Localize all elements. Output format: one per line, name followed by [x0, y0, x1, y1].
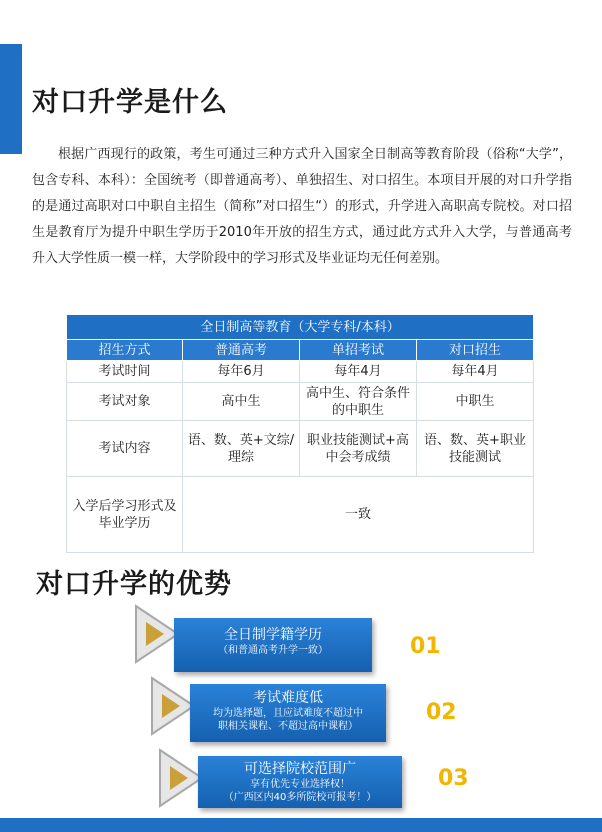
advantage-desc: 享有优先专业选择权！ [250, 779, 350, 790]
header-cell: 单招考试 [300, 340, 417, 361]
advantage-title: 可选择院校范围广 [244, 761, 356, 777]
advantage-desc: （和普通高考升学一致） [218, 645, 328, 656]
comparison-table [66, 314, 534, 553]
advantage-title: 全日制学籍学历 [224, 627, 322, 643]
advantage-card-2 [190, 684, 386, 742]
table-cell: 中职生 [417, 383, 534, 421]
advantage-desc: 均为选择题，且应试难度不超过中 [213, 708, 363, 719]
advantage-desc: 职相关课程、不超过高中课程） [218, 721, 358, 732]
table-header-row [67, 340, 534, 361]
table-row [67, 477, 534, 553]
row-label: 入学后学习形式及毕业学历 [67, 477, 183, 553]
table-cell: 每年4月 [417, 361, 534, 383]
intro-paragraph: 根据广西现行的政策，考生可通过三种方式升入国家全日制高等教育阶段（俗称“大学”，包含专科、本科）：全国统考（即普通高考）、单独招生、对口招生。本项目开展的对口升学指的是通过高职对口中职自主招生（简称”对口招生“）的形式，升学进入高职高专院校。对口招生是教育厅为提升中职生学历于2010年开放的招生方式，通过此方式升入大学，与普通高考升入大学性质一模一样，大学阶段中的学习形式及毕业证均无任何差别。 [32, 147, 572, 266]
advantage-number: 01 [410, 634, 441, 659]
table-cell-merged: 一致 [183, 477, 534, 553]
table-cell: 每年6月 [183, 361, 300, 383]
advantage-number: 03 [438, 766, 469, 791]
table-row [67, 421, 534, 477]
row-label: 考试内容 [67, 421, 183, 477]
table-caption: 全日制高等教育（大学专科/本科） [67, 315, 534, 340]
table-caption-row [67, 315, 534, 340]
left-accent-bar [0, 44, 22, 154]
advantage-number: 02 [426, 700, 457, 725]
table-row [67, 361, 534, 383]
table-cell: 语、数、英+职业技能测试 [417, 421, 534, 477]
section-title-what: 对口升学是什么 [32, 87, 228, 118]
bottom-accent-bar [0, 818, 602, 832]
table-cell: 高中生 [183, 383, 300, 421]
advantage-card-3 [198, 756, 402, 808]
advantage-title: 考试难度低 [253, 690, 323, 706]
section-title-advantages: 对口升学的优势 [36, 569, 232, 600]
header-cell: 招生方式 [67, 340, 183, 361]
table-cell: 职业技能测试+高中会考成绩 [300, 421, 417, 477]
table-row [67, 383, 534, 421]
header-cell: 普通高考 [183, 340, 300, 361]
row-label: 考试对象 [67, 383, 183, 421]
advantage-desc: （广西区内40多所院校可报考！） [223, 792, 377, 803]
table-cell: 高中生、符合条件的中职生 [300, 383, 417, 421]
advantage-card-1 [174, 618, 372, 672]
header-cell: 对口招生 [417, 340, 534, 361]
table-cell: 每年4月 [300, 361, 417, 383]
table-cell: 语、数、英+文综/理综 [183, 421, 300, 477]
row-label: 考试时间 [67, 361, 183, 383]
